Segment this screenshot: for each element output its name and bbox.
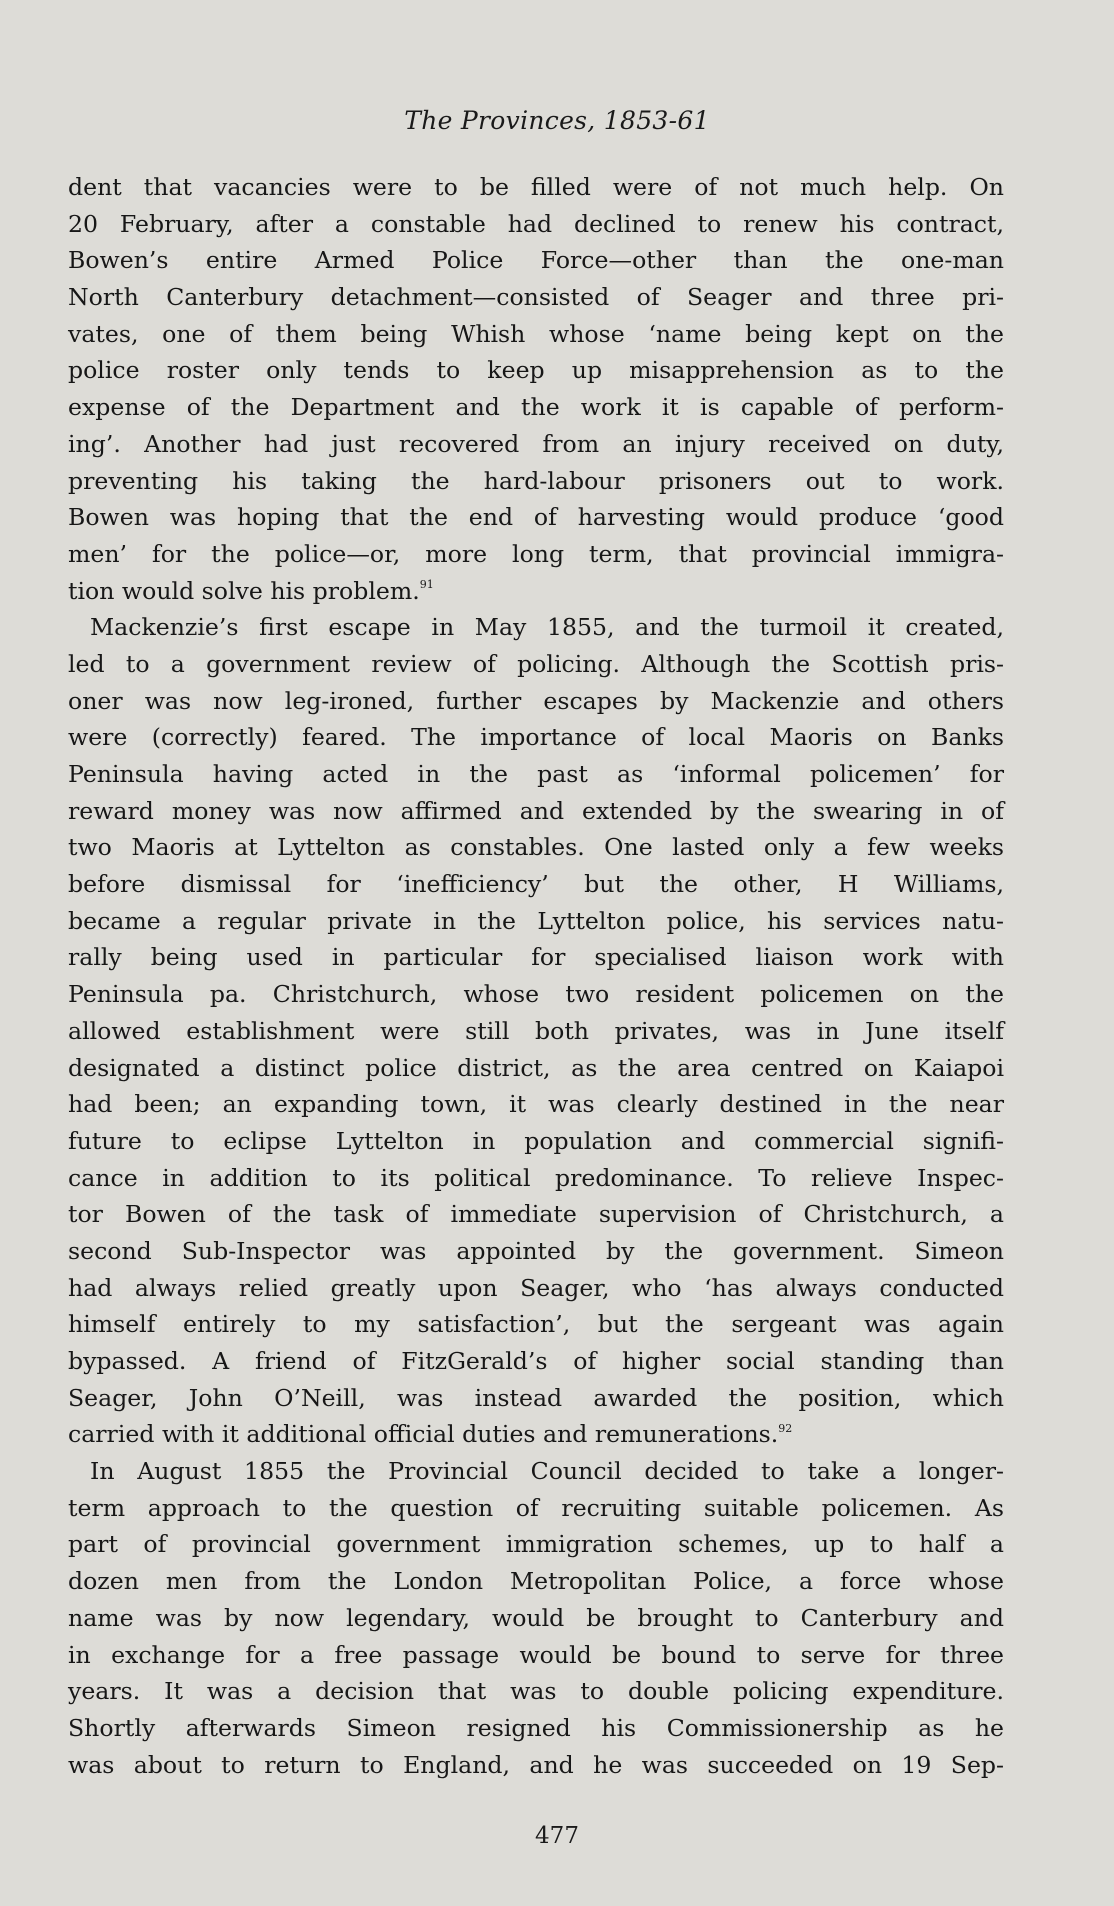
line-text: Bowen’s entire Armed Police Force—other than the one-man	[68, 246, 1004, 275]
line-text: ing’. Another had just recovered from an injury received on duty,	[68, 429, 1004, 458]
line-text: preventing his taking the hard-labour prisoners out to work.	[68, 466, 1004, 495]
line-text: cance in addition to its political predominance. To relieve Inspec-	[68, 1163, 1004, 1192]
line-text: bypassed. A friend of FitzGerald’s of higher social standing than	[68, 1347, 1004, 1375]
text-line	[68, 1270, 1004, 1307]
line-text: led to a government review of policing. Although the Scottish pris-	[68, 649, 1004, 678]
line-text: vates, one of them being Whish whose ‘name being kept on the	[68, 319, 1004, 348]
line-text: men’ for the police—or, more long term, that provincial immigra-	[68, 539, 1004, 568]
line-text: In August 1855 the Provincial Council decided to take a longer-	[90, 1457, 1004, 1486]
text-line	[68, 1196, 1004, 1233]
text-line	[68, 1747, 1004, 1784]
line-text: dent that vacancies were to be filled were of not much help. On	[68, 173, 1004, 201]
footnote-marker[interactable]: 91	[419, 577, 434, 591]
line-text: tion would solve his problem.	[68, 576, 420, 605]
line-text: tor Bowen of the task of immediate supervision of Christchurch, a	[68, 1200, 1004, 1229]
text-line	[68, 829, 1004, 866]
text-line	[68, 939, 1004, 976]
line-text: Peninsula having acted in the past as ‘informal policemen’ for	[68, 760, 1004, 788]
line-text: future to eclipse Lyttelton in population and commercial signifi-	[68, 1126, 1004, 1155]
paragraph-2	[68, 609, 1004, 1453]
line-text: part of provincial government immigration schemes, up to half a	[68, 1530, 1004, 1559]
running-head: The Provinces, 1853-61	[404, 106, 710, 135]
text-line	[68, 1086, 1004, 1123]
line-text: in exchange for a free passage would be bound to serve for three	[68, 1640, 1004, 1669]
line-text: police roster only tends to keep up misapprehension as to the	[68, 356, 1004, 385]
line-text: expense of the Department and the work it is capable of perform-	[68, 393, 1004, 422]
text-line	[68, 1526, 1004, 1563]
line-text: before dismissal for ‘inefficiency’ but the other, H Williams,	[68, 870, 1004, 899]
line-text: second Sub-Inspector was appointed by the government. Simeon	[68, 1236, 1004, 1265]
line-text: years. It was a decision that was to double policing expenditure.	[68, 1677, 1004, 1706]
text-line	[68, 352, 1004, 389]
line-text: himself entirely to my satisfaction’, but the sergeant was again	[68, 1310, 1004, 1339]
text-line	[68, 169, 1004, 206]
text-line	[68, 463, 1004, 500]
text-line	[68, 573, 1004, 610]
line-text: oner was now leg-ironed, further escapes by Mackenzie and others	[68, 686, 1004, 715]
text-line	[68, 756, 1004, 793]
text-line	[68, 1123, 1004, 1160]
body-text	[68, 169, 1004, 1783]
line-text: 20 February, after a constable had declined to renew his contract,	[68, 209, 1004, 238]
line-text: reward money was now affirmed and extended by the swearing in of	[68, 796, 1004, 825]
line-text: was about to return to England, and he was succeeded on 19 Sep-	[68, 1750, 1004, 1779]
text-line	[68, 1453, 1004, 1490]
text-line	[68, 1050, 1004, 1087]
line-text: term approach to the question of recruiting suitable policemen. As	[68, 1493, 1004, 1522]
page-number: 477	[535, 1823, 579, 1849]
text-line	[68, 1637, 1004, 1674]
text-line	[68, 499, 1004, 536]
text-line	[68, 1710, 1004, 1747]
text-line	[68, 426, 1004, 463]
line-text: North Canterbury detachment—consisted of Seager and three pri-	[68, 283, 1004, 312]
text-line	[68, 1600, 1004, 1637]
line-text: carried with it additional official duties and remunerations.	[68, 1420, 779, 1449]
text-line	[68, 316, 1004, 353]
text-line	[68, 1013, 1004, 1050]
line-text: dozen men from the London Metropolitan Police, a force whose	[68, 1567, 1004, 1596]
text-line	[68, 279, 1004, 316]
line-text: two Maoris at Lyttelton as constables. One lasted only a few weeks	[68, 833, 1004, 862]
line-text: allowed establishment were still both privates, was in June itself	[68, 1016, 1004, 1045]
text-line	[68, 1563, 1004, 1600]
line-text: Peninsula pa. Christchurch, whose two resident policemen on the	[68, 980, 1004, 1009]
text-line	[68, 1233, 1004, 1270]
text-line	[68, 683, 1004, 720]
text-line	[68, 242, 1004, 279]
text-line	[68, 609, 1004, 646]
paragraph-3	[68, 1453, 1004, 1783]
text-line	[68, 1380, 1004, 1417]
line-text: were (correctly) feared. The importance of local Maoris on Banks	[68, 723, 1004, 752]
line-text: had been; an expanding town, it was clearly destined in the near	[68, 1090, 1004, 1119]
text-line	[68, 1343, 1004, 1380]
text-line	[68, 1673, 1004, 1710]
line-text: designated a distinct police district, as the area centred on Kaiapoi	[68, 1053, 1004, 1082]
text-line	[68, 719, 1004, 756]
line-text: Seager, John O’Neill, was instead awarded the position, which	[68, 1383, 1004, 1412]
line-text: Mackenzie’s first escape in May 1855, and the turmoil it created,	[90, 613, 1004, 642]
text-line	[68, 1306, 1004, 1343]
text-line	[68, 1160, 1004, 1197]
text-line	[68, 536, 1004, 573]
footnote-marker[interactable]: 92	[778, 1421, 793, 1435]
line-text: became a regular private in the Lyttelton police, his services natu-	[68, 906, 1004, 935]
text-line	[68, 1490, 1004, 1527]
line-text: had always relied greatly upon Seager, who ‘has always conducted	[68, 1273, 1004, 1302]
line-text: name was by now legendary, would be brought to Canterbury and	[68, 1603, 1004, 1632]
text-line	[68, 1416, 1004, 1453]
text-line	[68, 976, 1004, 1013]
text-line	[68, 646, 1004, 683]
line-text: Bowen was hoping that the end of harvesting would produce ‘good	[68, 503, 1004, 532]
text-line	[68, 206, 1004, 243]
line-text: rally being used in particular for specialised liaison work with	[68, 943, 1004, 972]
text-line	[68, 866, 1004, 903]
paragraph-1	[68, 169, 1004, 609]
text-line	[68, 793, 1004, 830]
line-text: Shortly afterwards Simeon resigned his Commissionership as he	[68, 1713, 1004, 1742]
text-line	[68, 389, 1004, 426]
text-line	[68, 903, 1004, 940]
